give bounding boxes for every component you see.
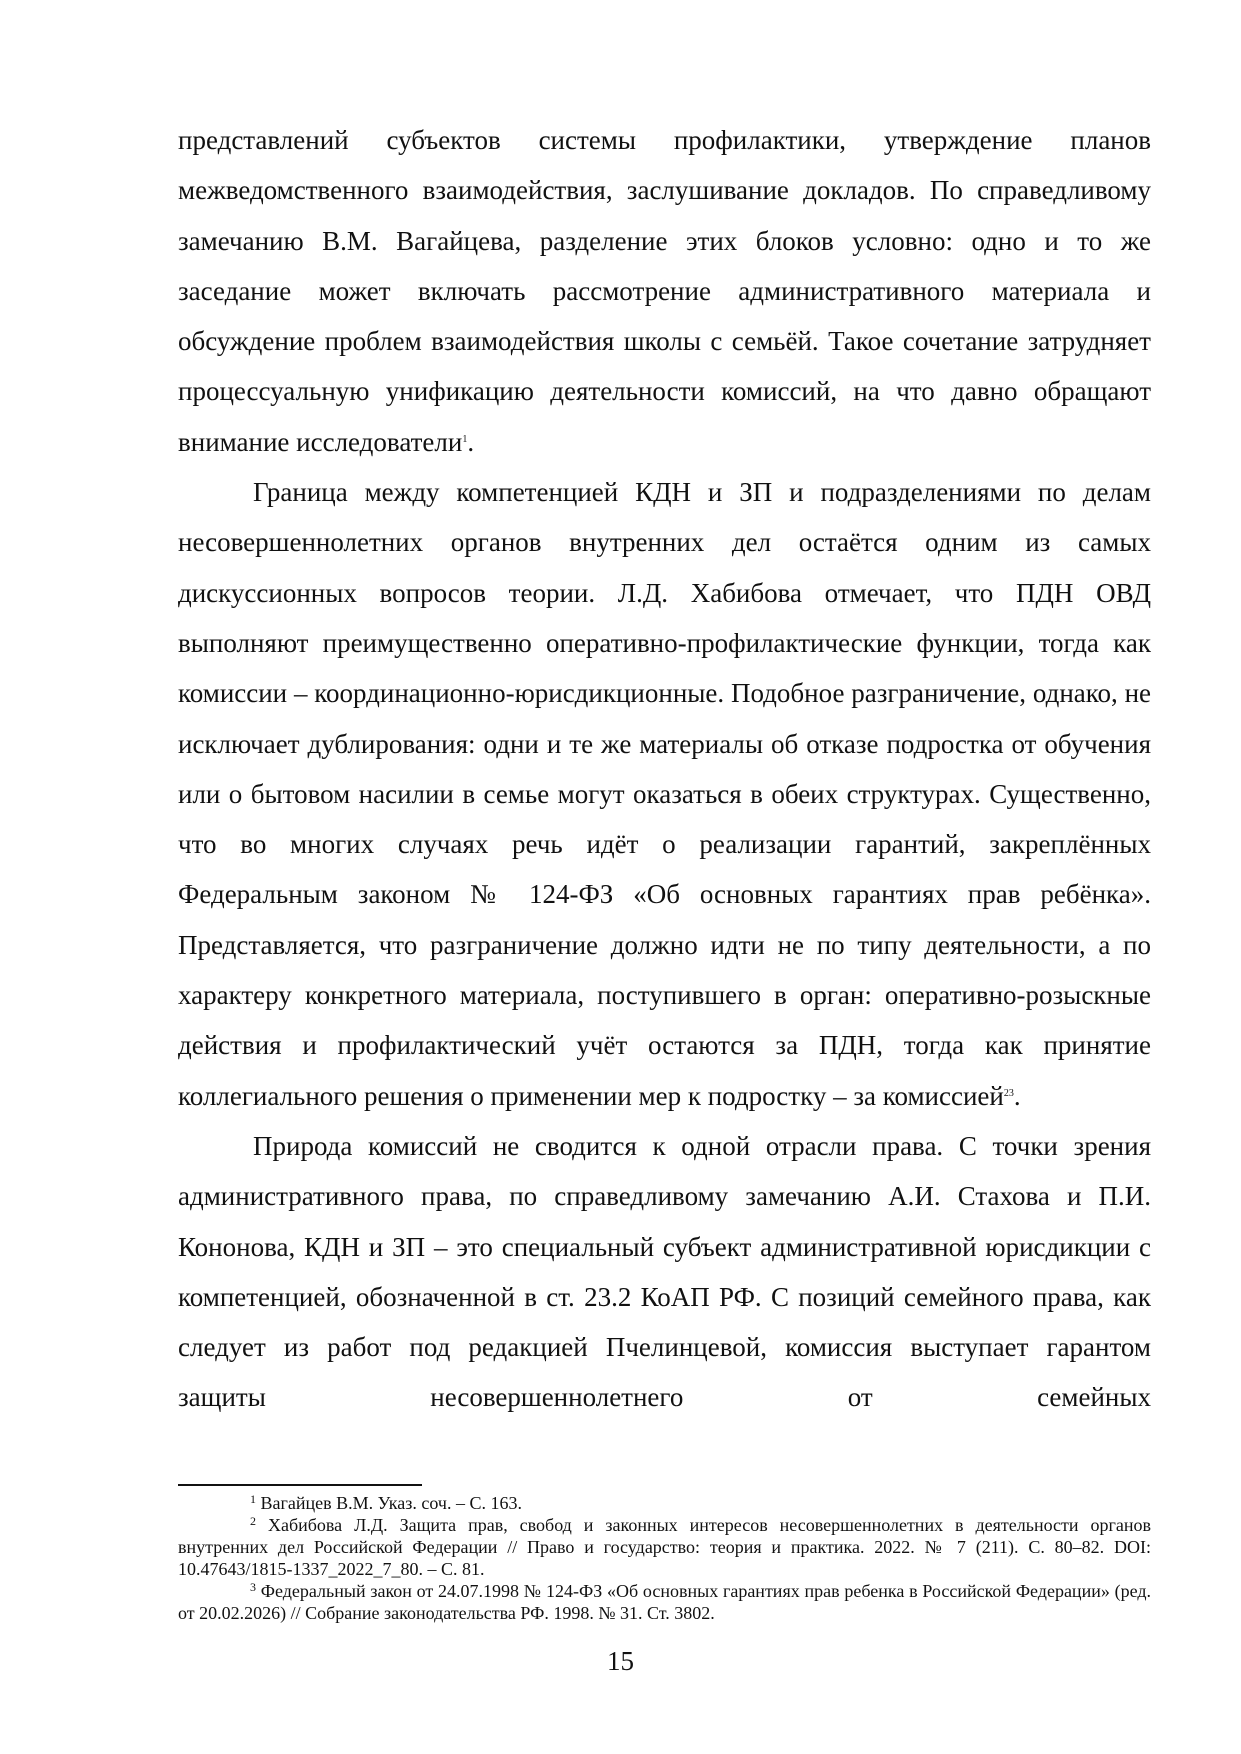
- footnote-2: [178, 1514, 1151, 1580]
- footnote-reference[interactable]: 23: [1003, 1087, 1014, 1099]
- paragraph-text: представлений субъектов системы профилактики, утверждение планов межведомственного взаимодействия, заслушивание докладов. По справедливому замечанию В.М. Вагайцева, разделение этих блоков условно: одно и то же заседание может включать рассмотрение административного материала и обсуждение проблем взаимодействия школы с семьёй. Такое сочетание затрудняет процессуальную унификацию деятельности комиссий, на что давно обращают внимание исследователи: [178, 125, 1151, 457]
- footnote-3: [178, 1580, 1151, 1624]
- page-number: 15: [607, 1646, 634, 1676]
- footnote-reference[interactable]: 1: [462, 433, 468, 445]
- footnote-1: [178, 1492, 1151, 1514]
- paragraph-tail: .: [467, 426, 475, 457]
- footnote-number: 1: [250, 1492, 256, 1506]
- paragraph-3: [178, 1121, 1151, 1423]
- paragraph-2: [178, 467, 1151, 1121]
- paragraph-1: [178, 115, 1151, 467]
- footnotes: [178, 1492, 1151, 1624]
- body-text: [178, 115, 1151, 1423]
- paragraph-text: Природа комиссий не сводится к одной отрасли права. С точки зрения административного права, по справедливому замечанию А.И. Стахова и П.И. Кононова, КДН и ЗП – это специальный субъект административной юрисдикции с компетенцией, обозначенной в ст. 23.2 КоАП РФ. С позиций семейного права, как следует из работ под редакцией Пчелинцевой, комиссия выступает гарантом защиты несовершеннолетнего от семейных: [178, 1130, 1151, 1413]
- footnote-number: 2: [250, 1514, 256, 1528]
- footnote-text: Вагайцев В.М. Указ. соч. – С. 163.: [260, 1493, 522, 1513]
- footnote-text: Федеральный закон от 24.07.1998 № 124-ФЗ «Об основных гарантиях прав ребенка в Российской Федерации» (ред. от 20.02.2026) // Собрание законодательства РФ. 1998. № 31. Ст. 3802.: [178, 1581, 1151, 1623]
- paragraph-text: Граница между компетенцией КДН и ЗП и подразделениями по делам несовершеннолетних органов внутренних дел остаётся одним из самых дискуссионных вопросов теории. Л.Д. Хабибова отмечает, что ПДН ОВД выполняют преимущественно оперативно-профилактические функции, тогда как комиссии – координационно-юрисдикционные. Подобное разграничение, однако, не исключает дублирования: одни и те же материалы об отказе подростка от обучения или о бытовом насилии в семье могут оказаться в обеих структурах. Существенно, что во многих случаях речь идёт о реализации гарантий, закреплённых Федеральным законом № 124-ФЗ «Об основных гарантиях прав ребёнка». Представляется, что разграничение должно идти не по типу деятельности, а по характеру конкретного материала, поступившего в орган: оперативно-розыскные действия и профилактический учёт остаются за ПДН, тогда как принятие коллегиального решения о применении мер к подростку – за комиссией: [178, 477, 1151, 1111]
- footnote-text: Хабибова Л.Д. Защита прав, свобод и законных интересов несовершеннолетних в деятельности органов внутренних дел Российской Федерации // Право и государство: теория и практика. 2022. № 7 (211). С. 80–82. DOI: 10.47643/1815-1337_2022_7_80. – С. 81.: [178, 1515, 1151, 1579]
- footnote-number: 3: [250, 1580, 256, 1594]
- paragraph-tail: .: [1013, 1080, 1021, 1111]
- footnote-separator: [178, 1484, 422, 1486]
